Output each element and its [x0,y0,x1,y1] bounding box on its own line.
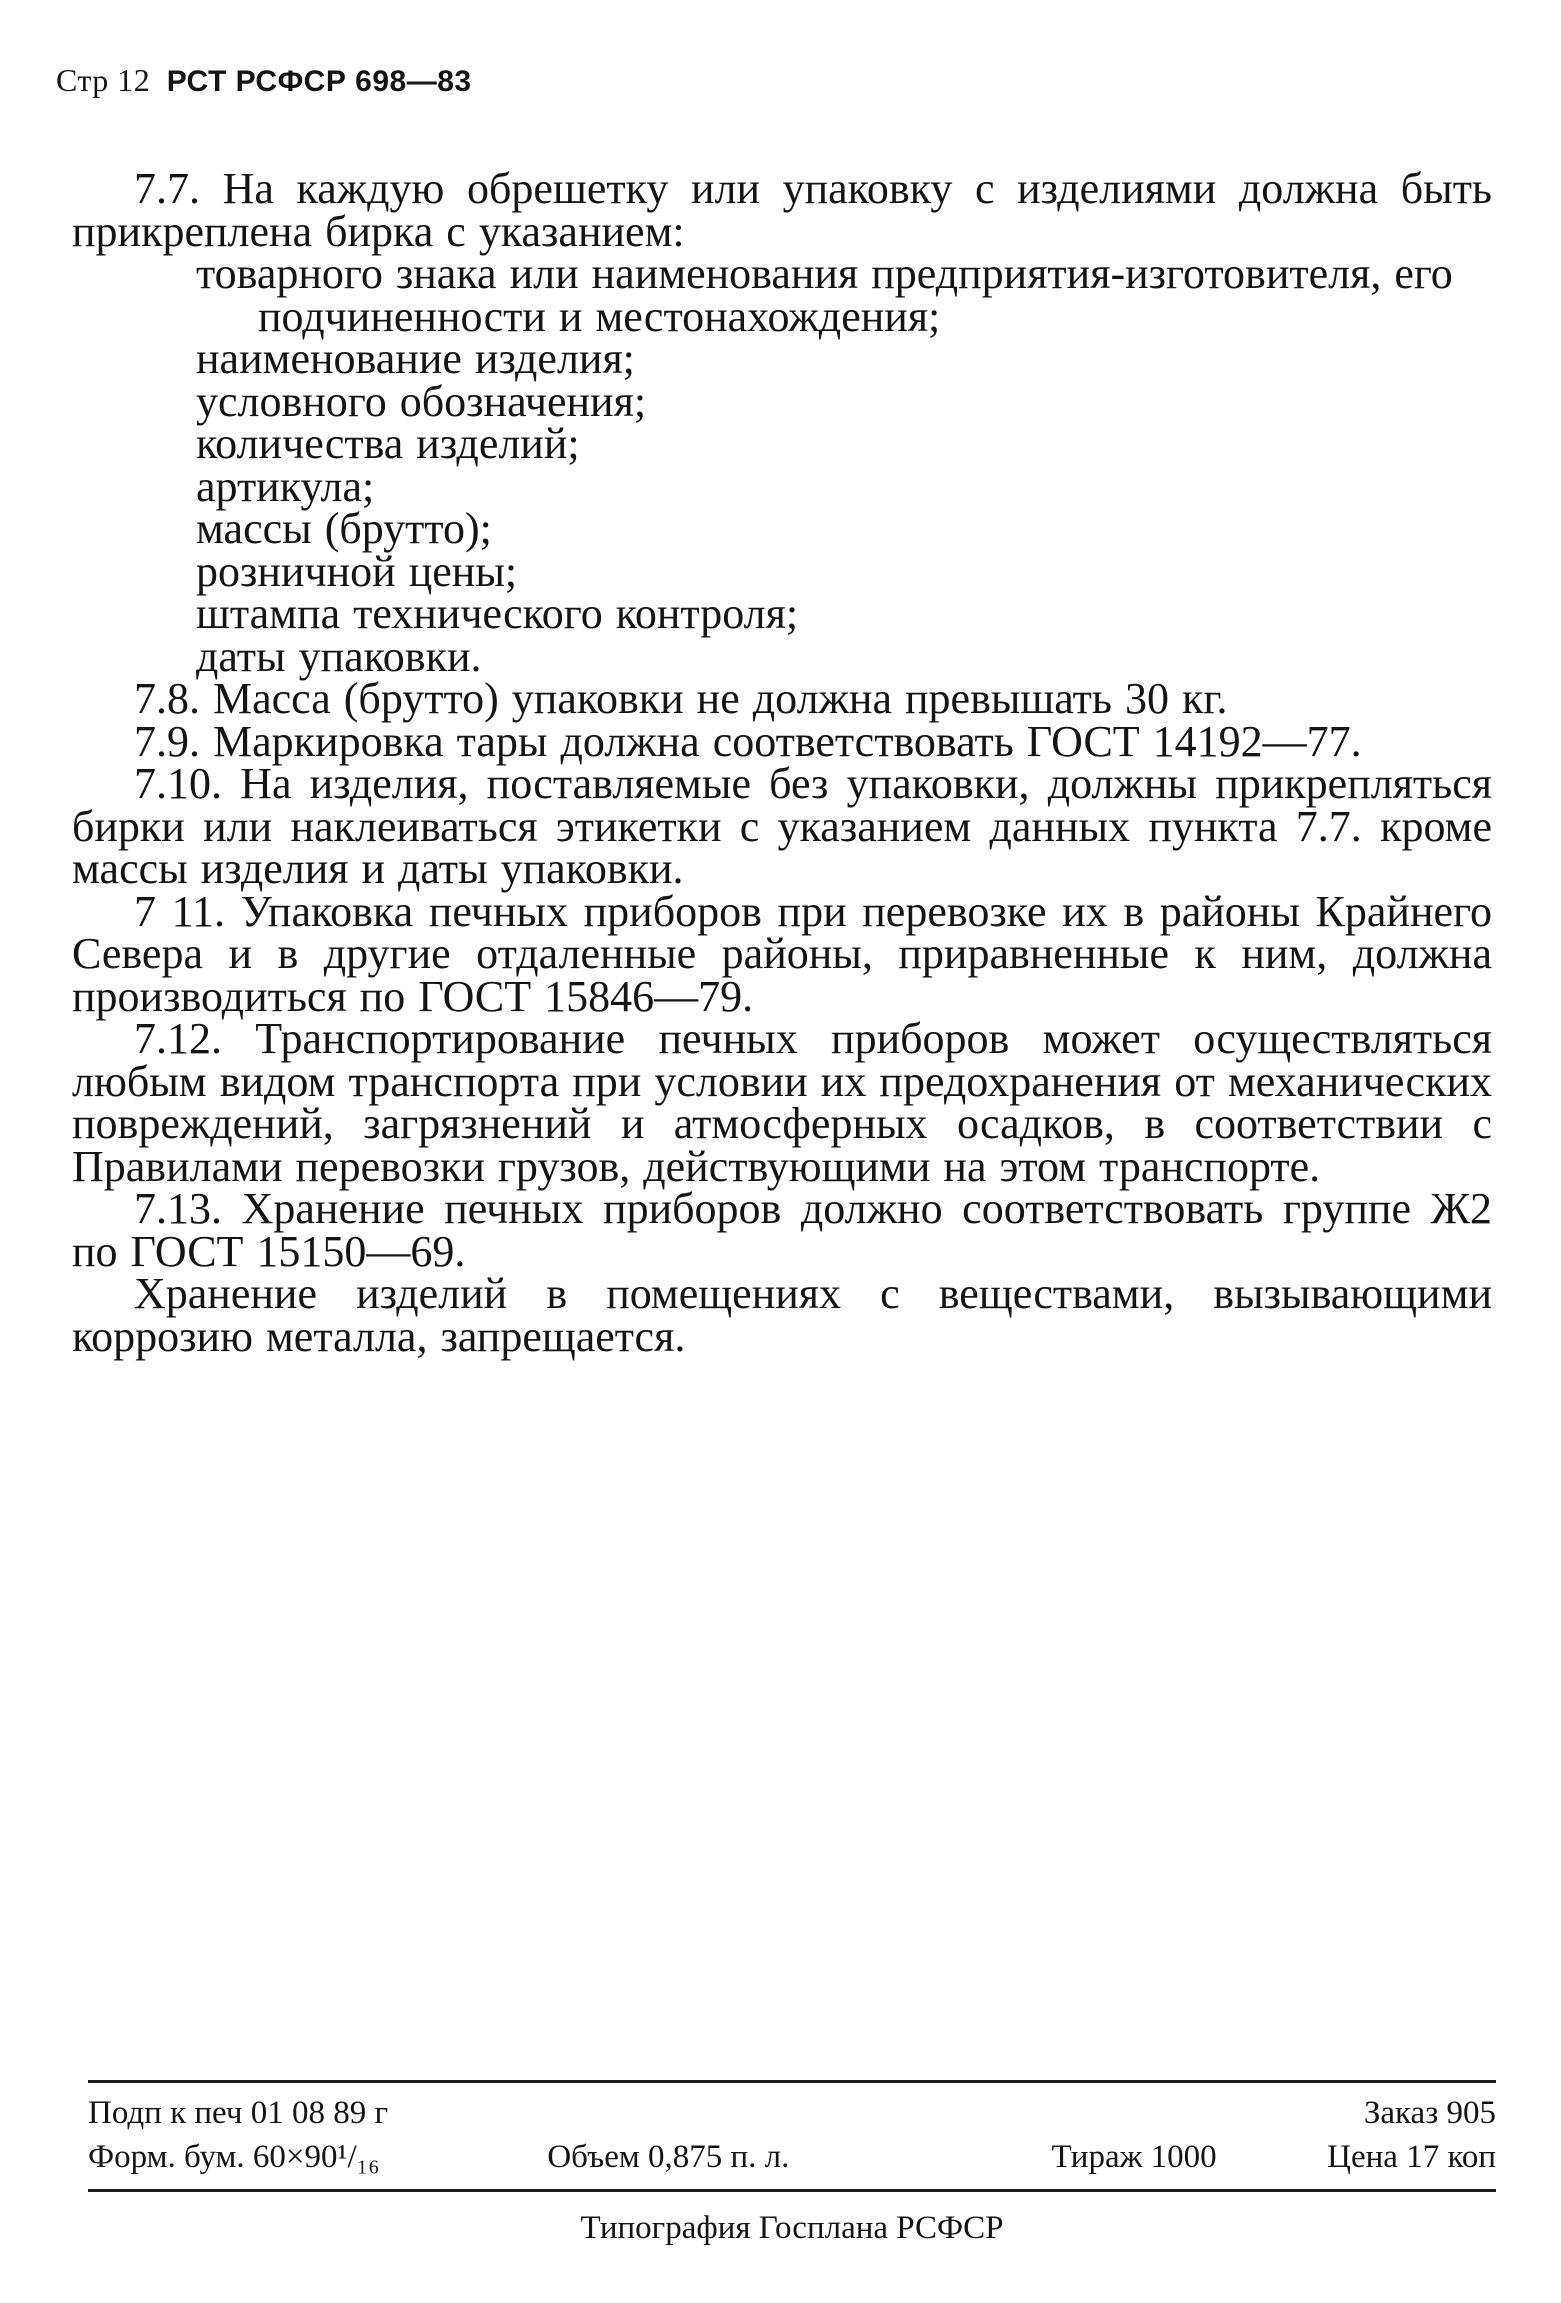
printing-house: Типография Госплана РСФСР [580,2210,1004,2246]
signed-for-print: Подп к печ 01 08 89 г [88,2095,388,2131]
publication-imprint [88,2080,1496,2247]
storage-prohibition-note: Хранение изделий в помещениях с веществами, вызывающими коррозию металла, запрещается. [72,1269,1492,1361]
order-number: Заказ 905 [1363,2095,1496,2131]
section-7-12: 7.12. Транспортирование печных приборов может осуществляться любым видом транспорта при условии их предохранения от механических повреждений, загрязнений и атмосферных осадков, в соответствии с Правилами перевозки грузов, действующими на этом транспорте. [72,1014,1492,1191]
label-requirements-list [72,249,1492,681]
list-item: наименование изделия; [196,334,635,383]
print-run: Тираж 1000 [1051,2139,1217,2175]
list-item: массы (брутто); [196,504,492,553]
list-item: даты упаковки. [196,631,482,681]
list-item: розничной цены; [196,546,518,596]
imprint-top-rule [88,2080,1496,2083]
list-item: артикула; [196,461,375,511]
list-item: количества изделий; [196,419,580,468]
list-item: товарного знака или наименования предприятия-изготовителя, его подчиненности и местонахождения; [196,249,1453,341]
section-7-11: 7 11. Упаковка печных приборов при перевозке их в районы Крайнего Севера и в другие отдаленные районы, приравненные к ним, должна производиться по ГОСТ 15846—79. [72,886,1492,1021]
paper-format: Форм. бум. 60×90¹/₁₆ [88,2139,380,2175]
print-volume: Объем 0,875 п. л. [547,2139,790,2175]
imprint-bottom-rule [88,2189,1496,2192]
page-header [56,62,472,99]
standard-designation: РСТ РСФСР 698—83 [166,65,472,98]
price: Цена 17 коп [1327,2139,1496,2175]
document-body [72,164,1492,1361]
list-item: штампа технического контроля; [196,589,799,638]
section-7-8: 7.8. Масса (брутто) упаковки не должна превышать 30 кг. [134,674,1228,723]
section-7-10: 7.10. На изделия, поставляемые без упаковки, должны прикрепляться бирки или наклеиваться этикетки с указанием данных пункта 7.7. кроме массы изделия и даты упаковки. [72,759,1492,893]
imprint-row-1 [88,2091,1496,2135]
section-7-9: 7.9. Маркировка тары должна соответствовать ГОСТ 14192—77. [134,716,1362,766]
page-number: Стр 12 [56,62,151,98]
section-7-13: 7.13. Хранение печных приборов должно соответствовать группе Ж2 по ГОСТ 15150—69. [72,1184,1492,1276]
section-7-7-intro: 7.7. На каждую обрешетку или упаковку с изделиями должна быть прикреплена бирка с указанием: [72,164,1492,256]
list-item: условного обозначения; [196,376,647,426]
imprint-row-2 [88,2135,1496,2179]
